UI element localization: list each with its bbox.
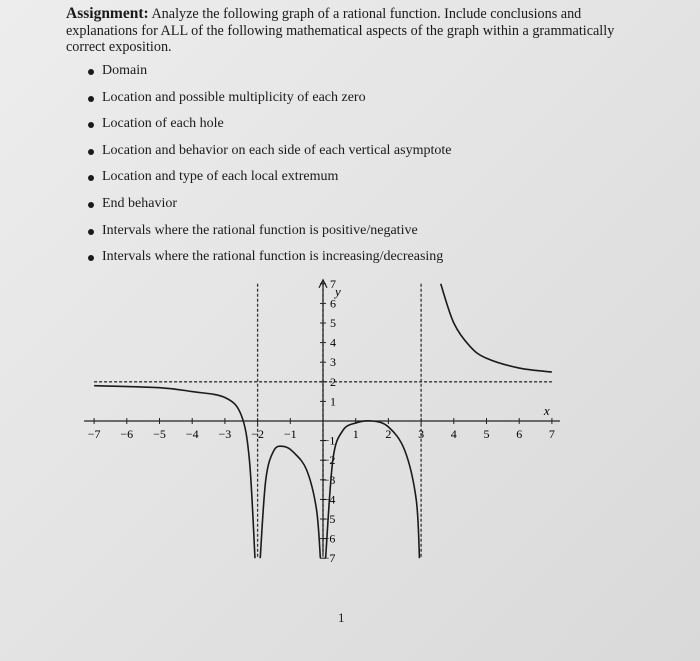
y-tick-label: −6: [322, 531, 336, 546]
y-tick-label: −7: [322, 551, 336, 566]
curve-branch-right: [441, 284, 552, 372]
x-tick-label: −6: [120, 427, 134, 441]
y-tick-label: 6: [330, 296, 336, 311]
x-axis-label: x: [543, 403, 550, 418]
y-axis-label: y: [335, 283, 341, 299]
page-number: 1: [338, 610, 345, 625]
list-item: Intervals where the rational function is positive/negative: [88, 218, 608, 245]
x-tick-label: 1: [352, 427, 359, 441]
x-tick-label: 4: [450, 427, 457, 441]
list-item: Location and type of each local extremum: [88, 164, 608, 191]
y-tick-label: −4: [322, 492, 336, 507]
y-tick-label: 3: [330, 355, 336, 370]
x-tick-label: 7: [548, 427, 555, 441]
list-item: Intervals where the rational function is increasing/decreasing: [88, 244, 608, 271]
list-item: End behavior: [88, 191, 608, 218]
curve-branch-left: [94, 386, 255, 558]
x-tick-label: 5: [483, 427, 490, 441]
x-tick-label: −7: [87, 427, 101, 441]
x-tick-label: 6: [516, 427, 523, 441]
y-tick-label: −2: [322, 453, 336, 468]
assignment-text: Analyze the following graph of a rational function. Include conclusions and explanations for ALL of the following mathematical aspects of the graph within a grammatically correct exposition.: [66, 6, 615, 55]
y-tick-label: 4: [330, 335, 336, 350]
y-tick-label: −3: [322, 472, 336, 487]
list-item: Location and behavior on each side of each vertical asymptote: [88, 138, 608, 165]
y-tick-label: 1: [330, 394, 336, 409]
list-item: Domain: [88, 58, 608, 85]
x-tick-label: −1: [283, 427, 297, 441]
x-tick-label: −3: [218, 427, 232, 441]
x-tick-label: 2: [385, 427, 392, 441]
curve-branch-middle: [326, 421, 420, 558]
y-tick-label: 2: [330, 374, 336, 389]
y-tick-label: −5: [322, 512, 336, 526]
assignment-label: Assignment:: [66, 5, 149, 22]
x-tick-label: −5: [153, 427, 166, 441]
x-tick-label: 3: [418, 427, 425, 441]
y-tick-label: −1: [322, 433, 336, 448]
x-tick-label: −2: [251, 427, 264, 441]
x-tick-label: −4: [185, 427, 199, 441]
y-tick-label: 5: [330, 316, 336, 330]
y-tick-label: 7: [330, 276, 336, 291]
list-item: Location of each hole: [88, 111, 608, 138]
list-item: Location and possible multiplicity of each zero: [88, 85, 608, 112]
curve-branch-middle-left: [260, 446, 320, 558]
